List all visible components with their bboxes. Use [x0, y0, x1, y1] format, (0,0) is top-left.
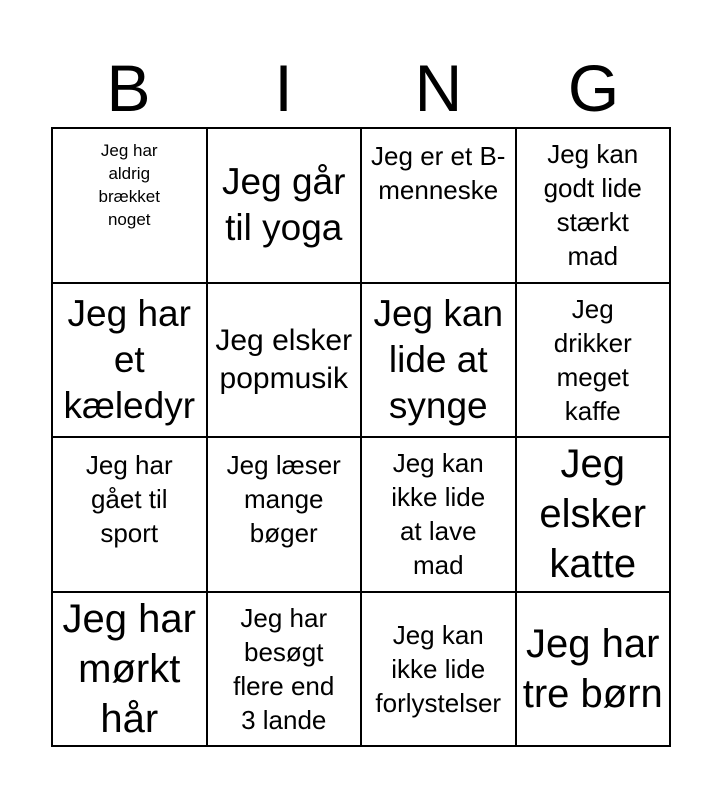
bingo-cell[interactable] — [53, 438, 208, 593]
bingo-cell-text: Jeg kan lide at synge — [373, 292, 504, 426]
bingo-cell[interactable] — [53, 129, 208, 284]
bingo-cell-text: Jeg kan ikke lide forlystelser — [375, 619, 502, 718]
bingo-cell-text: Jeg drikker meget kaffe — [553, 293, 632, 426]
header-letter-i: I — [274, 51, 293, 125]
bingo-cell-text: Jeg har besøgt flere end 3 lande — [233, 602, 335, 735]
bingo-cell[interactable] — [362, 593, 517, 748]
bingo-cell[interactable] — [208, 129, 363, 284]
bingo-cell-text: Jeg har tre børn — [522, 621, 663, 716]
bingo-cell-text: Jeg har et kæledyr — [63, 292, 196, 426]
bingo-cell[interactable] — [517, 438, 672, 593]
bingo-cell[interactable] — [53, 593, 208, 748]
bingo-cell[interactable] — [362, 438, 517, 593]
bingo-cell-text: Jeg er et B-menneske — [371, 141, 506, 205]
bingo-cell[interactable] — [53, 284, 208, 439]
bingo-cell-text: Jeg har mørkt hår — [62, 596, 196, 741]
bingo-cell-text: Jeg går til yoga — [222, 161, 346, 249]
bingo-grid — [51, 127, 671, 747]
bingo-cell-text: Jeg har gået til sport — [85, 450, 173, 548]
bingo-cell[interactable] — [362, 284, 517, 439]
bingo-cell-text: Jeg kan ikke lide at lave mad — [391, 448, 486, 581]
bingo-cell-text: Jeg elsker popmusik — [215, 323, 353, 395]
bingo-header — [51, 52, 671, 124]
bingo-cell[interactable] — [208, 593, 363, 748]
bingo-cell-text: Jeg læser mange bøger — [226, 450, 341, 548]
bingo-cell-text: Jeg kan godt lide stærkt mad — [543, 139, 642, 272]
bingo-cell[interactable] — [517, 129, 672, 284]
header-letter-n: N — [414, 51, 463, 125]
bingo-cell[interactable] — [208, 284, 363, 439]
bingo-cell[interactable] — [208, 438, 363, 593]
header-letter-g: G — [567, 51, 620, 125]
bingo-cell-text: Jeg elsker katte — [539, 442, 647, 587]
header-letter-b: B — [106, 51, 151, 125]
bingo-cell[interactable] — [517, 284, 672, 439]
bingo-cell-text: Jeg har aldrig brækket noget — [98, 141, 160, 229]
bingo-cell[interactable] — [517, 593, 672, 748]
bingo-cell[interactable] — [362, 129, 517, 284]
